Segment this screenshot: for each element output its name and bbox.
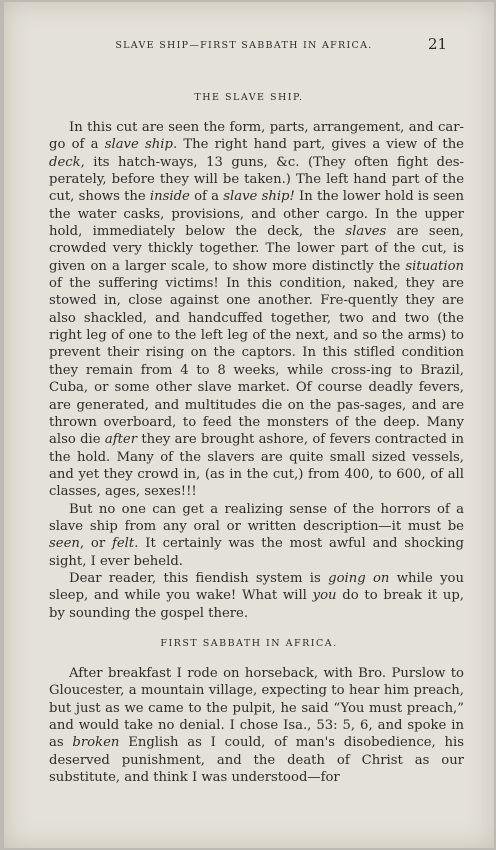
page-number: 21 [428,35,448,53]
book-page [4,2,494,848]
paragraph: In this cut are seen the form, parts, arrangement, and car-go of a slave ship. The right hand part, gives a view of the deck, its hatch-ways, 13 guns, &c. (They often fight des-perately, before they will be taken.) The left hand part of the cut, shows the inside of a slave ship! In the lower hold is seen the water casks, provisions, and other cargo. In the upper hold, immediately below the deck, the slaves are seen, crowded very thickly together. The lower part of the cut, is given on a larger scale, to show more distinctly the situation of the suffering victims! In this condition, naked, they are stowed in, close against one another. Fre-quently they are also shackled, and handcuffed together, two and two (the right leg of one to the left leg of the next, and so the arms) to prevent their rising on the captors. In this stifled condition they remain from 4 to 8 weeks, while cross-ing to Brazil, Cuba, or some other slave market. Of course deadly fevers, are generated, and multitudes die on the pas-sages, and are thrown overboard, to feed the monsters of the deep. Many also die after they are brought ashore, of fevers contracted in the hold. Many of the slavers are quite small sized vessels, and yet they crowd in, (as in the cut,) from 400, to 600, of all classes, ages, sexes!!! [49,120,464,500]
section-title-first-sabbath: FIRST SABBATH IN AFRICA. [160,638,338,649]
running-header: SLAVE SHIP—FIRST SABBATH IN AFRICA. [115,40,373,51]
paragraph: But no one can get a realizing sense of the horrors of a slave ship from any oral or written description—it must be seen, or felt. It certainly was the most awful and shocking sight, I ever beheld. [49,501,464,569]
paragraph: After breakfast I rode on horseback, with Bro. Purslow to Gloucester, a mountain village, expecting to hear him preach, but just as we came to the pulpit, he said “You must preach,” and would take no denial. I chose Isa., 53: 5, 6, and spoke in as broken English as I could, of man's disobedience, his deserved punishment, and the death of Christ as our substitute, and think I was understood—for [49,666,464,786]
section-body-slave-ship [49,119,464,622]
section-body-first-sabbath [49,665,464,786]
paragraph: Dear reader, this fiendish system is going on while you sleep, and while you wake! What will you do to break it up, by sounding the gospel there. [49,570,464,621]
section-title-slave-ship: THE SLAVE SHIP. [194,92,304,103]
